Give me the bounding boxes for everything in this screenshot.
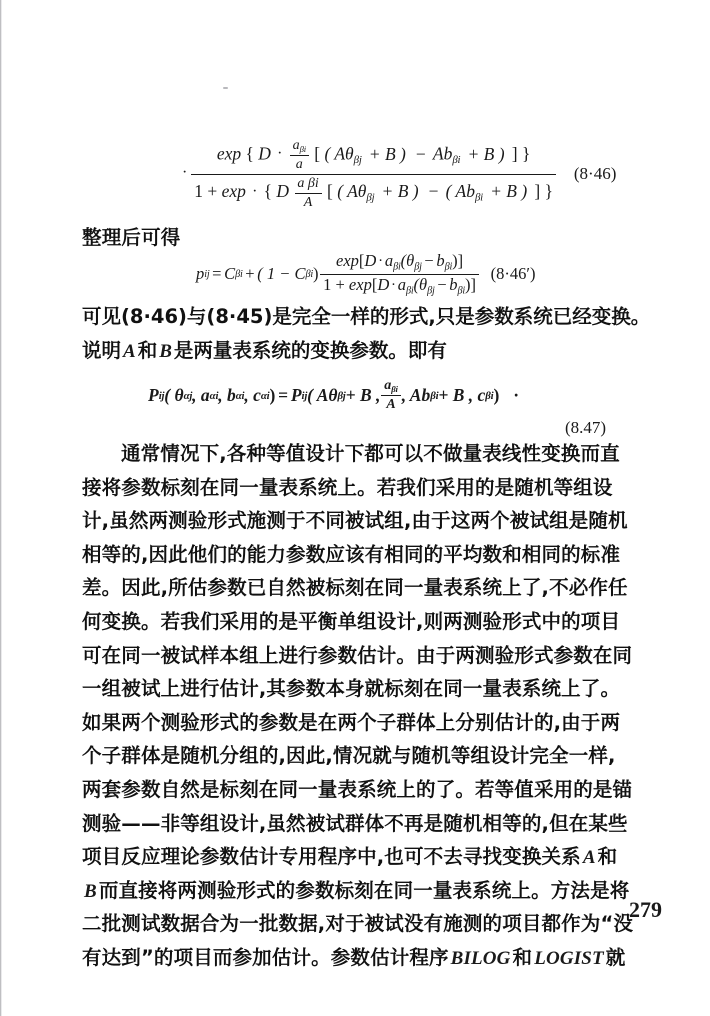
multiplication-dot: ·: [277, 145, 283, 163]
equation-trailing-dot: ·: [513, 385, 520, 406]
den-group2-plus-B: + B ): [490, 181, 528, 202]
inner-fraction-a-beta-over-A: [295, 176, 322, 210]
paragraph-line-with-program-names: [82, 941, 630, 975]
shuoming-he: 和: [137, 338, 158, 362]
equation-8-47: [148, 378, 519, 413]
paragraph-line: 接将参数标刻在同一量表系统上。若我们采用的是随机等组设: [82, 475, 613, 499]
equation-8-46-denominator: [191, 174, 557, 210]
symbol-C: C: [224, 264, 236, 284]
symbol-b-p-num: b: [436, 251, 445, 270]
equation-8-47-fraction: [381, 378, 400, 413]
subscript-beta-i-b-p-den: βi: [457, 284, 466, 296]
paragraph-line: 两套参数自然是标刻在同一量表系统上的了。若等值采用的是锚: [82, 777, 633, 801]
paragraph-line: 测验——非等组设计,虽然被试群体不再是随机相等的,但在某些: [82, 811, 628, 835]
equals-sign-847: =: [278, 385, 289, 406]
equation-number-8-46: (8·46): [573, 164, 617, 184]
equation-number-8-46-prime: (8·46′): [490, 264, 536, 284]
group-plus-B: + B ): [368, 143, 406, 164]
subscript-beta-i-p-num: βi: [393, 261, 401, 273]
subscript-alpha-i-b: αi: [235, 389, 245, 402]
symbol-P-lhs: P: [148, 385, 159, 406]
minus-p-num: −: [424, 251, 434, 270]
text-line-shuoming: [82, 334, 630, 368]
equation-8-46-fraction: [191, 138, 557, 211]
subscript-beta-i-p-den: βi: [406, 284, 414, 296]
paragraph-line-with-symbols: [82, 840, 630, 874]
shuoming-prefix: 说明: [82, 338, 122, 362]
inner-fraction-denominator: a: [290, 155, 309, 173]
text-line-kejian: 可见(8·46)与(8·45)是完全一样的形式,只是参数系统已经变换。: [82, 305, 651, 328]
rhs-comma-Ab: , Ab: [401, 385, 431, 406]
lhs-args-open: ( θ: [164, 385, 184, 406]
equation-8-46: [182, 138, 682, 211]
paragraph-line: 二批测试数据合为一批数据,对于被试没有施测的项目都作为“没: [82, 912, 634, 936]
line16-text-a: 有达到”的项目而参加估计。参数估计程序: [82, 945, 449, 969]
symbol-D: D: [258, 143, 271, 164]
line16-text-c: 就: [605, 945, 626, 969]
inner-fraction-den-numerator: [295, 176, 322, 193]
exp-operator-den: exp: [221, 181, 246, 202]
line13-text-a: 项目反应理论参数估计专用程序中,也可不去寻找变换关系: [82, 845, 581, 869]
symbol-a-847: a: [384, 378, 392, 393]
symbol-D-p-den: D: [377, 274, 390, 294]
inner-fraction-numerator: [290, 138, 309, 155]
subscript-ij: ij: [204, 268, 210, 280]
group2-plus-B: + B ): [467, 143, 505, 164]
eq-846p-numerator: [320, 252, 480, 274]
symbol-a: a: [292, 138, 300, 153]
paren-close-p-den: ): [465, 274, 471, 294]
rhs-close: ): [493, 385, 500, 406]
exp-operator: exp: [216, 143, 242, 164]
eq-847-frac-numerator: [381, 378, 400, 395]
subscript-alpha-i-c: αi: [260, 389, 270, 402]
subscript-beta-j-847: βj: [337, 389, 346, 402]
subscript-beta-j-p-num: βj: [414, 261, 422, 273]
line14-text-a: 而直接将两测验形式的参数标刻在同一量表系统上。方法是将: [98, 878, 630, 902]
subscript-beta-i-C2: βi: [305, 268, 313, 280]
line16-text-b: 和: [512, 945, 533, 969]
bracket-open-den: [: [327, 181, 333, 202]
group-A-theta: ( Aθ: [324, 143, 354, 164]
line13-text-b: 和: [597, 845, 618, 869]
symbol-a-p-num: a: [384, 251, 394, 270]
subscript-beta-i-b-p-num: βi: [444, 261, 453, 273]
symbol-P-rhs: P: [290, 385, 302, 406]
paragraph-line: 个子群体是随机分组的,因此,情况就与随机等组设计完全一样,: [82, 744, 616, 768]
minus-p-den: −: [437, 274, 447, 294]
one-minus-C-open: ( 1 − C: [257, 264, 306, 284]
exp-operator-p-den: exp: [348, 274, 372, 294]
equation-8-46-numerator: [191, 138, 557, 174]
equation-8-46-prime: [196, 252, 535, 296]
bracket-close-p-den: ]: [470, 274, 477, 294]
scan-edge-artifact: [0, 0, 2, 1016]
eq-846p-denominator: [320, 274, 480, 297]
symbol-D-den: D: [276, 181, 290, 202]
den-minus-sign: −: [428, 181, 439, 202]
symbol-p: p: [196, 264, 205, 284]
lhs-comma-b: , b: [218, 385, 236, 406]
rhs-plus-B-2-c: + B , c: [438, 385, 486, 406]
subscript-ij-rhs: ij: [301, 389, 308, 402]
subscript-beta-i-847-a: βi: [391, 383, 398, 394]
subscript-beta-i-847-c: βi: [485, 389, 494, 402]
den-group-A-theta: ( Aθ: [337, 181, 367, 202]
lhs-args-close: ): [269, 385, 276, 406]
subscript-beta-i-847-b: βi: [430, 389, 439, 402]
multiplication-dot-den: ·: [252, 183, 258, 201]
one-plus-p-den: 1 +: [323, 274, 349, 294]
den-group-plus-B: + B ): [381, 181, 419, 202]
subscript-beta-i-2: βi: [452, 154, 461, 167]
inner-fraction-a-over-a: [290, 138, 309, 173]
subscript-beta-j-p-den: βj: [427, 284, 435, 296]
equals-sign: =: [212, 264, 222, 284]
inner-fraction-den-denominator: A: [295, 193, 322, 211]
symbol-beta-i: βi: [307, 176, 319, 192]
inline-symbol-A: A: [123, 340, 136, 362]
mult-dot-p-den: ·: [391, 276, 396, 293]
subscript-beta-i-C: βi: [235, 268, 243, 280]
exp-operator-p-num: exp: [336, 251, 359, 270]
group-Ab: Ab: [432, 143, 453, 164]
subscript-beta-i: βi: [299, 143, 306, 154]
bracket-open-p-den: [: [371, 274, 378, 294]
paragraph-line: 何变换。若我们采用的是平衡单组设计,则两测验形式中的项目: [82, 609, 621, 633]
mult-dot-p-num: ·: [378, 252, 384, 269]
plus-sign: +: [245, 264, 255, 284]
paragraph-line: 可在同一被试样本组上进行参数估计。由于两测验形式参数在同: [82, 643, 633, 667]
subscript-alpha-i-a: αi: [209, 389, 219, 402]
inline-symbol-B-line14: B: [84, 880, 97, 902]
brace-open: {: [245, 143, 254, 164]
paragraph-line: 计,虽然两测验形式施测于不同被试组,由于这两个被试组是随机: [82, 509, 628, 533]
paragraph-line: 如果两个测验形式的参数是在两个子群体上分别估计的,由于两: [82, 710, 621, 734]
paragraph-line: 相等的,因此他们的能力参数应该有相同的平均数和相同的标准: [82, 542, 621, 566]
rhs-plus-B-1: + B ,: [345, 385, 381, 406]
scan-speck-artifact: [223, 87, 228, 89]
bracket-close: ]: [511, 143, 518, 164]
text-line-zhengli: 整理后可得: [82, 226, 181, 249]
rhs-open-A-theta: ( Aθ: [307, 385, 338, 406]
brace-open-den: {: [263, 181, 273, 202]
eq-847-frac-denominator: A: [381, 395, 400, 413]
subscript-beta-j: βj: [353, 154, 362, 167]
one-minus-C-close: ): [313, 264, 319, 284]
theta-open-p-num: (θ: [400, 251, 415, 270]
den-subscript-beta-i: βi: [474, 191, 483, 204]
equation-number-8-47: (8.47): [565, 418, 607, 437]
paragraph-line: [82, 437, 630, 471]
subscript-ij-lhs: ij: [158, 389, 165, 402]
bracket-open-p-num: [: [358, 251, 365, 270]
page-number: 279: [629, 897, 662, 922]
inline-symbol-A-line13: A: [582, 847, 596, 869]
program-name-logist: LOGIST: [534, 947, 604, 969]
symbol-a-p-den: a: [397, 274, 407, 294]
one-plus: 1 +: [194, 181, 222, 202]
equation-leading-dot: ·: [182, 164, 188, 182]
equation-8-46-prime-fraction: [320, 252, 480, 296]
paragraph-line: 差。因此,所估参数已自然被标刻在同一量表系统上了,不必作任: [82, 576, 628, 600]
main-paragraph: [82, 437, 634, 975]
subscript-alpha-j: αj: [183, 389, 193, 402]
lhs-comma-a: , a: [192, 385, 210, 406]
den-group-Ab: ( Ab: [445, 181, 475, 202]
den-subscript-beta-j: βj: [366, 191, 375, 204]
program-name-bilog: BILOG: [450, 947, 511, 969]
bracket-open: [: [314, 143, 321, 164]
bracket-close-den: ]: [534, 181, 541, 202]
symbol-a-den: a: [297, 176, 305, 192]
symbol-D-p-num: D: [364, 251, 377, 270]
shuoming-suffix: 是两量表系统的变换参数。即有: [173, 338, 447, 362]
lhs-comma-c: , c: [244, 385, 261, 406]
brace-close-den: }: [544, 181, 553, 202]
bracket-close-p-num: ]: [457, 251, 464, 270]
minus-sign: −: [415, 143, 426, 164]
paragraph-after-equation-846: [82, 300, 651, 367]
theta-open-p-den: (θ: [413, 274, 428, 294]
line-text: 通常情况下,各种等值设计下都可以不做量表线性变换而直: [121, 442, 620, 465]
paren-close-p-num: ): [452, 251, 458, 270]
inline-symbol-B: B: [159, 340, 172, 362]
symbol-b-p-den: b: [449, 274, 458, 294]
paragraph-line: 一组被试上进行估计,其参数本身就标刻在同一量表系统上了。: [82, 677, 621, 701]
brace-close: }: [521, 143, 531, 164]
